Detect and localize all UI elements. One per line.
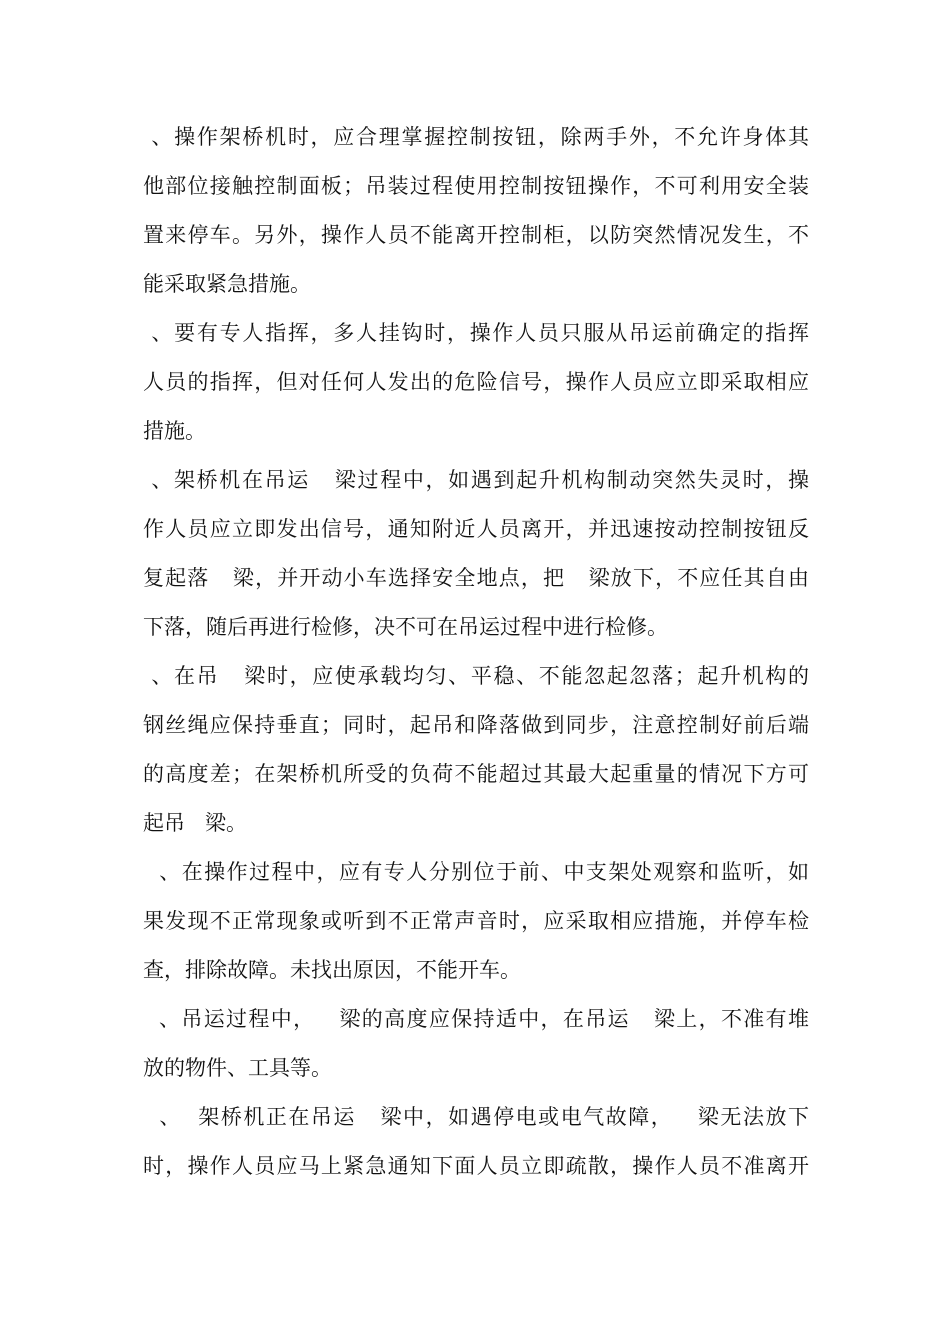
text-line: 他部位接触控制面板；吊装过程使用控制按钮操作，不可利用安全装	[143, 174, 809, 198]
text-line: 放的物件、工具等。	[143, 1056, 332, 1080]
text-line: 措施。	[143, 419, 206, 443]
text-line: 时，操作人员应马上紧急通知下面人员立即疏散，操作人员不准离开	[143, 1154, 809, 1178]
text-line: 、要有专人指挥，多人挂钩时，操作人员只服从吊运前确定的指挥	[143, 321, 809, 345]
text-line: 的高度差；在架桥机所受的负荷不能超过其最大起重量的情况下方可	[143, 762, 809, 786]
text-line: 查，排除故障。未找出原因，不能开车。	[143, 958, 521, 982]
text-line: 人员的指挥，但对任何人发出的危险信号，操作人员应立即采取相应	[143, 370, 809, 394]
text-line: 置来停车。另外，操作人员不能离开控制柜，以防突然情况发生，不	[143, 223, 809, 247]
text-line: 、 架桥机正在吊运 梁中，如遇停电或电气故障， 梁无法放下	[143, 1105, 809, 1129]
text-line: 下落，随后再进行检修，决不可在吊运过程中进行检修。	[143, 615, 668, 639]
text-line: 果发现不正常现象或听到不正常声音时，应采取相应措施，并停车检	[143, 909, 809, 933]
text-line: 作人员应立即发出信号，通知附近人员离开，并迅速按动控制按钮反	[143, 517, 809, 541]
text-line: 、在吊 梁时，应使承载均匀、平稳、不能忽起忽落；起升机构的	[143, 664, 809, 688]
document-body	[143, 113, 809, 1191]
text-line: 复起落 梁，并开动小车选择安全地点，把 梁放下，不应任其自由	[143, 566, 809, 590]
text-line: 起吊 梁。	[143, 811, 248, 835]
text-line: 、吊运过程中， 梁的高度应保持适中，在吊运 梁上，不准有堆	[143, 1007, 809, 1031]
text-line: 、操作架桥机时，应合理掌握控制按钮，除两手外，不允许身体其	[143, 125, 809, 149]
text-line: 、在操作过程中，应有专人分别位于前、中支架处观察和监听，如	[143, 860, 809, 884]
text-line: 、架桥机在吊运 梁过程中，如遇到起升机构制动突然失灵时，操	[143, 468, 809, 492]
text-line: 能采取紧急措施。	[143, 272, 311, 296]
text-line: 钢丝绳应保持垂直；同时，起吊和降落做到同步，注意控制好前后端	[143, 713, 809, 737]
